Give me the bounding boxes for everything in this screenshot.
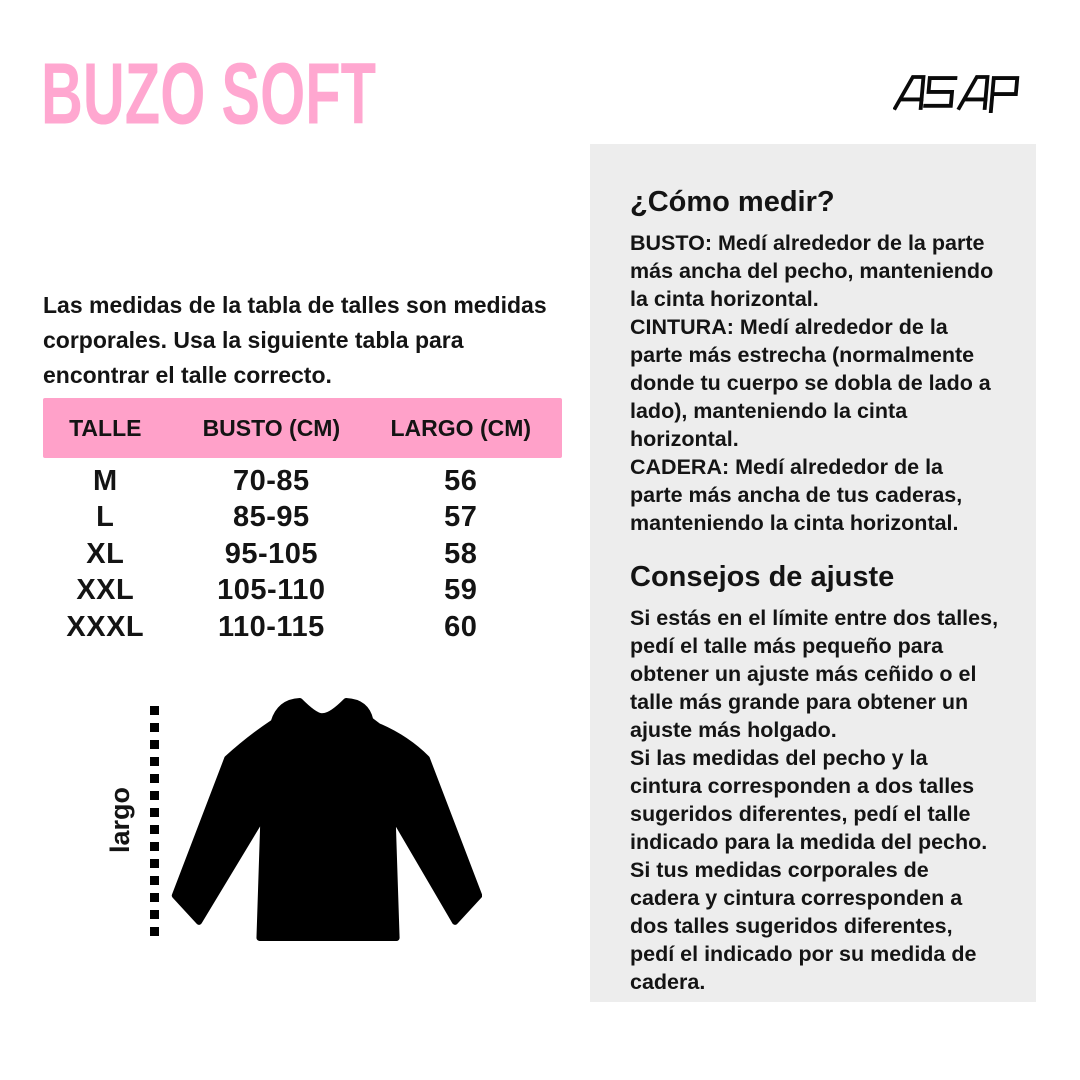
column-header-talle: TALLE: [69, 414, 142, 441]
column-header-busto: BUSTO (CM): [202, 414, 341, 441]
fit-tip-hip-waist: Si tus medidas corporales de cadera y cintura corresponden a dos talles sugeridos diferentes, pedí el indicado por su medida de cadera.: [630, 858, 977, 994]
size-table: [43, 398, 562, 646]
page-title: BUZO SOFT: [41, 45, 377, 143]
length-value: 57: [444, 501, 478, 534]
how-to-measure-heading: ¿Cómo medir?: [630, 186, 835, 218]
fit-tip-between-sizes: Si estás en el límite entre dos talles, pedí el talle más pequeño para obtener un ajuste más ceñido o el talle más grande para obtener un ajuste más holgado.: [630, 606, 999, 742]
table-row: [43, 573, 562, 610]
measure-instruction-cadera: CADERA: Medí alrededor de la parte más ancha de tus caderas, manteniendo la cinta horizontal.: [630, 455, 963, 535]
size-table-header: [43, 398, 562, 458]
table-row: [43, 536, 562, 573]
info-panel: [590, 144, 1036, 1002]
size-value: XXL: [76, 574, 135, 607]
column-header-largo: LARGO (CM): [390, 414, 532, 441]
length-value: 60: [444, 610, 478, 643]
table-row: [43, 609, 562, 646]
length-value: 56: [444, 464, 478, 497]
size-value: XL: [86, 537, 125, 570]
length-value: 59: [444, 574, 478, 607]
bust-value: 105-110: [217, 574, 326, 607]
table-row: [43, 500, 562, 537]
bust-value: 110-115: [217, 610, 325, 643]
section-gap: [630, 537, 1000, 561]
bust-value: 85-95: [233, 501, 310, 534]
bust-value: 70-85: [233, 464, 310, 497]
bust-value: 95-105: [224, 537, 318, 570]
fit-tip-chest-waist: Si las medidas del pecho y la cintura corresponden a dos talles sugeridos diferentes, pedí el talle indicado para la medida del pecho.: [630, 746, 988, 854]
size-value: XXXL: [66, 610, 145, 643]
table-row: [43, 463, 562, 500]
length-measure-label: largo: [104, 787, 135, 854]
size-value: M: [92, 464, 118, 497]
size-table-body: [43, 463, 562, 646]
sweatshirt-icon: [168, 696, 482, 948]
size-value: L: [96, 501, 115, 534]
length-value: 58: [444, 537, 478, 570]
intro-text: Las medidas de la tabla de talles son medidas corporales. Usa la siguiente tabla para encontrar el talle correcto.: [43, 292, 547, 388]
asap-logo-icon: [893, 70, 1021, 116]
measure-instruction-busto: BUSTO: Medí alrededor de la parte más ancha del pecho, manteniendo la cinta horizontal.: [630, 231, 994, 311]
brand-logo: [893, 70, 1021, 121]
fit-tips-heading: Consejos de ajuste: [630, 561, 895, 593]
sweatshirt-illustration: [168, 696, 482, 953]
measure-instruction-cintura: CINTURA: Medí alrededor de la parte más estrecha (normalmente donde tu cuerpo se dobla de lado a lado), manteniendo la cinta horizontal.: [630, 315, 991, 451]
length-dotted-line: [150, 706, 159, 944]
